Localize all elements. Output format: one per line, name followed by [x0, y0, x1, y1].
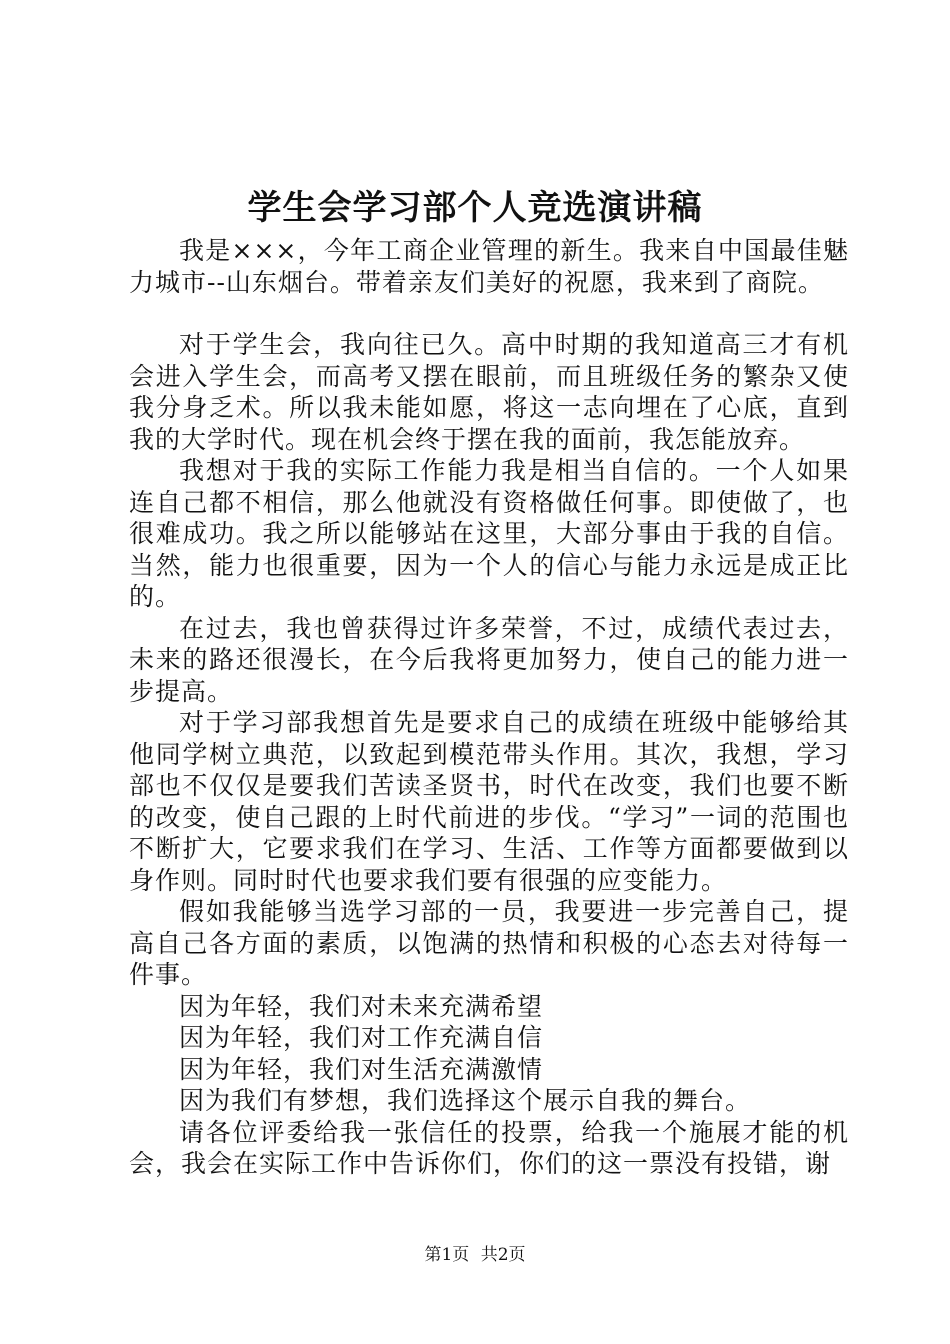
- page-total: 共2页: [480, 1245, 526, 1265]
- paragraph: 因为年轻，我们对未来充满希望: [179, 991, 544, 1021]
- paragraph: 在过去，我也曾获得过许多荣誉，不过，成绩代表过去，未来的路还很漫长，在今后我将更加努力，使自己的能力进一步提高。: [129, 613, 849, 706]
- paragraph: 请各位评委给我一张信任的投票，给我一个施展才能的机会，我会在实际工作中告诉你们，你们的这一票没有投错，谢: [129, 1117, 849, 1178]
- paragraph: 因为我们有梦想，我们选择这个展示自我的舞台。: [179, 1086, 752, 1115]
- page-number: 第1页: [424, 1245, 470, 1265]
- paragraph: 因为年轻，我们对工作充满自信: [179, 1023, 544, 1052]
- paragraph: 我想对于我的实际工作能力我是相当自信的。一个人如果连自己都不相信，那么他就没有资格做任何事。即使做了，也很难成功。我之所以能够站在这里，大部分事由于我的自信。当然，能力也很重要，因为一个人的信心与能力永远是成正比的。: [129, 456, 849, 611]
- paragraph: 对于学生会，我向往已久。高中时期的我知道高三才有机会进入学生会，而高考又摆在眼前，而且班级任务的繁杂又使我分身乏术。所以我未能如愿，将这一志向埋在了心底，直到我的大学时代。现在机会终于摆在我的面前，我怎能放弃。: [129, 330, 849, 454]
- page-title: 学生会学习部个人竞选演讲稿: [247, 188, 703, 228]
- paragraph: 假如我能够当选学习部的一员，我要进一步完善自己，提高自己各方面的素质，以饱满的热情和积极的心态去对待每一件事。: [129, 897, 849, 989]
- document-body: [129, 235, 849, 1180]
- page-footer: [0, 1243, 950, 1267]
- paragraph-intro: 我是×××，今年工商企业管理的新生。我来自中国最佳魅力城市--山东烟台。带着亲友们美好的祝愿，我来到了商院。: [129, 236, 849, 297]
- paragraph: 对于学习部我想首先是要求自己的成绩在班级中能够给其他同学树立典范，以致起到模范带头作用。其次，我想，学习部也不仅仅是要我们苦读圣贤书，时代在改变，我们也要不断的改变，使自己跟的上时代前进的步伐。“学习”一词的范围也不断扩大，它要求我们在学习、生活、工作等方面都要做到以身作则。同时时代也要求我们要有很强的应变能力。: [129, 708, 849, 895]
- paragraph: 因为年轻，我们对生活充满激情: [179, 1054, 544, 1084]
